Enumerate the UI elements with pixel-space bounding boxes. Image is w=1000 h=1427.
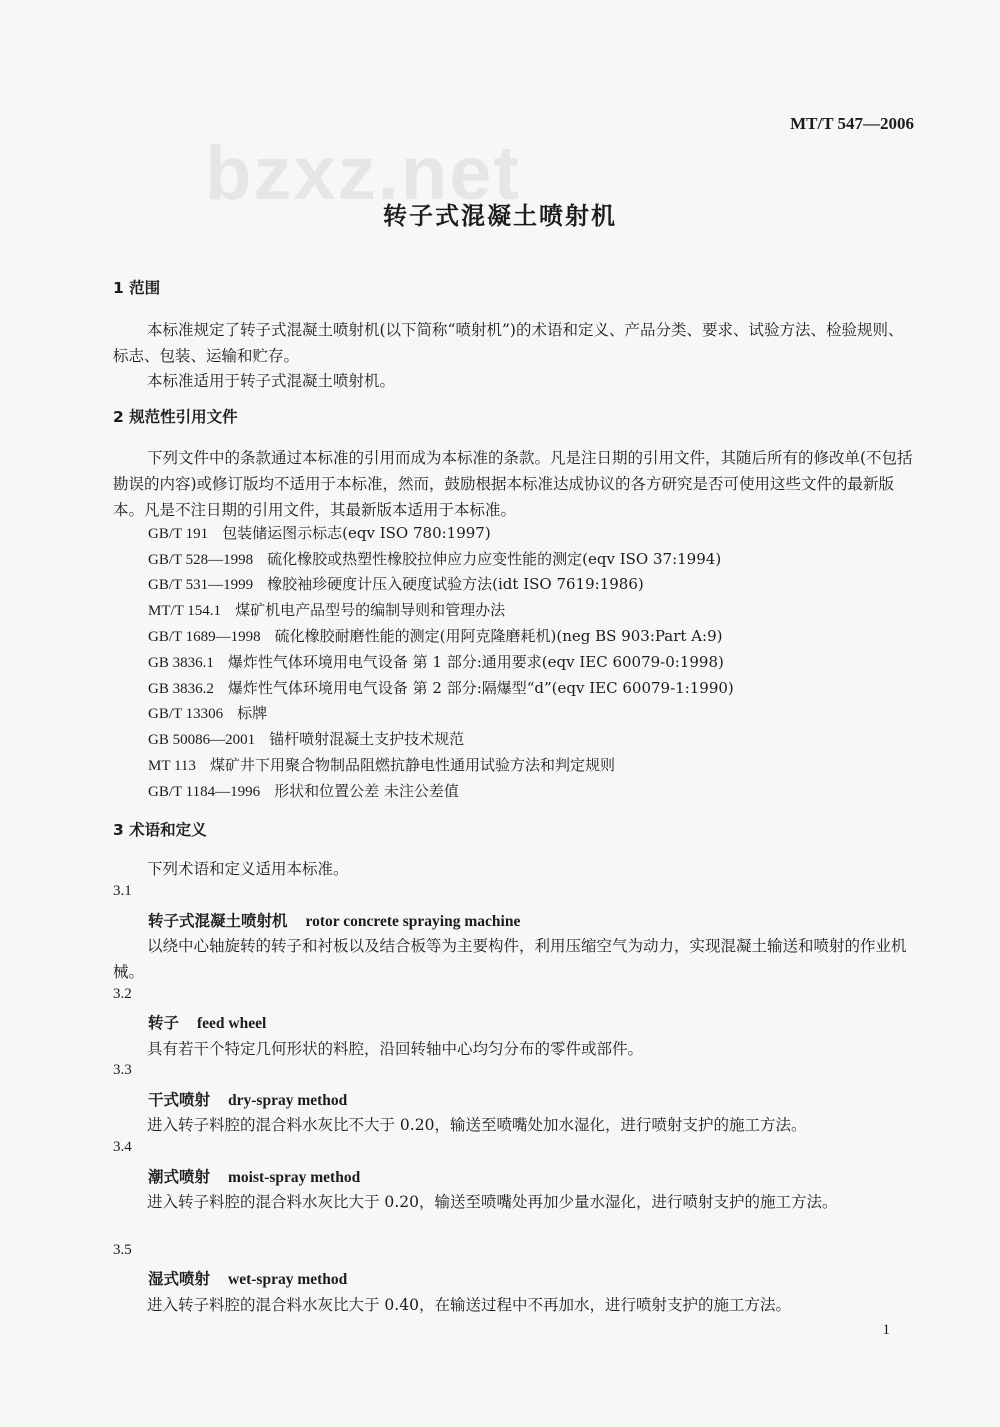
reference-code: GB/T 191 [148, 526, 209, 542]
section-1-paragraph: 本标准规定了转子式混凝土喷射机(以下简称“喷射机”)的术语和定义、产品分类、要求、试验方法、检验规则、标志、包装、运输和贮存。 [113, 321, 904, 365]
term-zh: 转子式混凝土喷射机 [148, 912, 288, 930]
term-definition: 进入转子料腔的混合料水灰比不大于 0.20，输送至喷嘴处加水湿化，进行喷射支护的施工方法。 [147, 1116, 807, 1134]
reference-item [148, 728, 464, 749]
reference-title: 煤矿机电产品型号的编制导则和管理办法 [235, 601, 506, 619]
reference-title: 标牌 [237, 704, 268, 722]
term-name [148, 1088, 347, 1110]
reference-item [148, 780, 459, 801]
reference-item [148, 599, 505, 620]
term-number: 3.5 [113, 1242, 132, 1258]
term-en: wet-spray method [228, 1271, 348, 1288]
reference-title: 爆炸性气体环境用电气设备 第 1 部分:通用要求(eqv IEC 60079-0:1998) [227, 653, 724, 671]
reference-code: GB/T 1689—1998 [148, 629, 261, 645]
reference-item [148, 702, 267, 723]
reference-code: GB/T 531—1999 [148, 577, 254, 593]
reference-item [148, 651, 724, 672]
term-zh: 潮式喷射 [148, 1168, 211, 1186]
term-definition: 具有若干个特定几何形状的料腔，沿回转轴中心均匀分布的零件或部件。 [147, 1040, 644, 1058]
reference-code: GB/T 1184—1996 [148, 784, 261, 800]
standard-code: MT/T 547—2006 [790, 114, 914, 133]
reference-code: GB 3836.1 [148, 655, 214, 671]
reference-code: GB/T 528—1998 [148, 552, 254, 568]
term-name [148, 1267, 347, 1289]
reference-code: MT/T 154.1 [148, 603, 222, 619]
section-2-intro: 下列文件中的条款通过本标准的引用而成为本标准的条款。凡是注日期的引用文件，其随后所有的修改单(不包括勘误的内容)或修订版均不适用于本标准，然而，鼓励根据本标准达成协议的各方研究是否可使用这些文件的最新版本。凡是不注日期的引用文件，其最新版本适用于本标准。 [113, 449, 913, 519]
term-definition: 进入转子料腔的混合料水灰比大于 0.40，在输送过程中不再加水，进行喷射支护的施工方法。 [147, 1296, 791, 1314]
page-number: 1 [882, 1322, 890, 1338]
term-zh: 转子 [148, 1014, 180, 1032]
reference-title: 锚杆喷射混凝土支护技术规范 [269, 730, 465, 748]
reference-item [148, 677, 734, 698]
term-en: rotor concrete spraying machine [305, 913, 521, 930]
document-title: 转子式混凝土喷射机 [383, 202, 617, 230]
reference-title: 硫化橡胶耐磨性能的测定(用阿克隆磨耗机)(neg BS 903:Part A:9) [274, 627, 723, 645]
term-definition: 以绕中心轴旋转的转子和衬板以及结合板等为主要构件，利用压缩空气为动力，实现混凝土输送和喷射的作业机械。 [113, 937, 907, 981]
term-name [148, 1011, 266, 1033]
term-number: 3.2 [113, 986, 132, 1002]
reference-title: 包装储运图示标志(eqv ISO 780:1997) [222, 524, 491, 542]
reference-code: GB 50086—2001 [148, 732, 256, 748]
reference-code: GB 3836.2 [148, 681, 214, 697]
term-en: moist-spray method [228, 1169, 361, 1186]
section-1-paragraph: 本标准适用于转子式混凝土喷射机。 [147, 372, 396, 390]
reference-title: 爆炸性气体环境用电气设备 第 2 部分:隔爆型“d”(eqv IEC 60079-1:1990) [227, 679, 734, 697]
section-1-heading: 1 范围 [113, 279, 161, 297]
term-name [148, 1165, 360, 1187]
reference-item [148, 573, 644, 594]
term-number: 3.1 [113, 883, 132, 899]
term-en: dry-spray method [228, 1092, 348, 1109]
reference-code: GB/T 13306 [148, 706, 224, 722]
reference-item [148, 548, 721, 569]
watermark: bzxz.net [205, 131, 521, 216]
term-number: 3.3 [113, 1062, 132, 1078]
section-3-heading: 3 术语和定义 [113, 821, 207, 839]
term-zh: 湿式喷射 [148, 1270, 211, 1288]
reference-title: 橡胶袖珍硬度计压入硬度试验方法(idt ISO 7619:1986) [267, 575, 644, 593]
section-3-intro: 下列术语和定义适用本标准。 [147, 860, 349, 878]
reference-item [148, 754, 615, 775]
reference-title: 煤矿井下用聚合物制品阻燃抗静电性通用试验方法和判定规则 [209, 756, 615, 774]
reference-title: 形状和位置公差 未注公差值 [274, 782, 459, 800]
term-definition: 进入转子料腔的混合料水灰比大于 0.20，输送至喷嘴处再加少量水湿化，进行喷射支护的施工方法。 [147, 1193, 838, 1211]
term-number: 3.4 [113, 1139, 132, 1155]
term-en: feed wheel [197, 1015, 267, 1032]
reference-item [148, 625, 722, 646]
section-2-heading: 2 规范性引用文件 [113, 408, 238, 426]
reference-title: 硫化橡胶或热塑性橡胶拉伸应力应变性能的测定(eqv ISO 37:1994) [267, 550, 722, 568]
reference-item [148, 522, 491, 543]
term-name [148, 909, 520, 931]
reference-code: MT 113 [148, 758, 196, 774]
term-zh: 干式喷射 [148, 1091, 211, 1109]
